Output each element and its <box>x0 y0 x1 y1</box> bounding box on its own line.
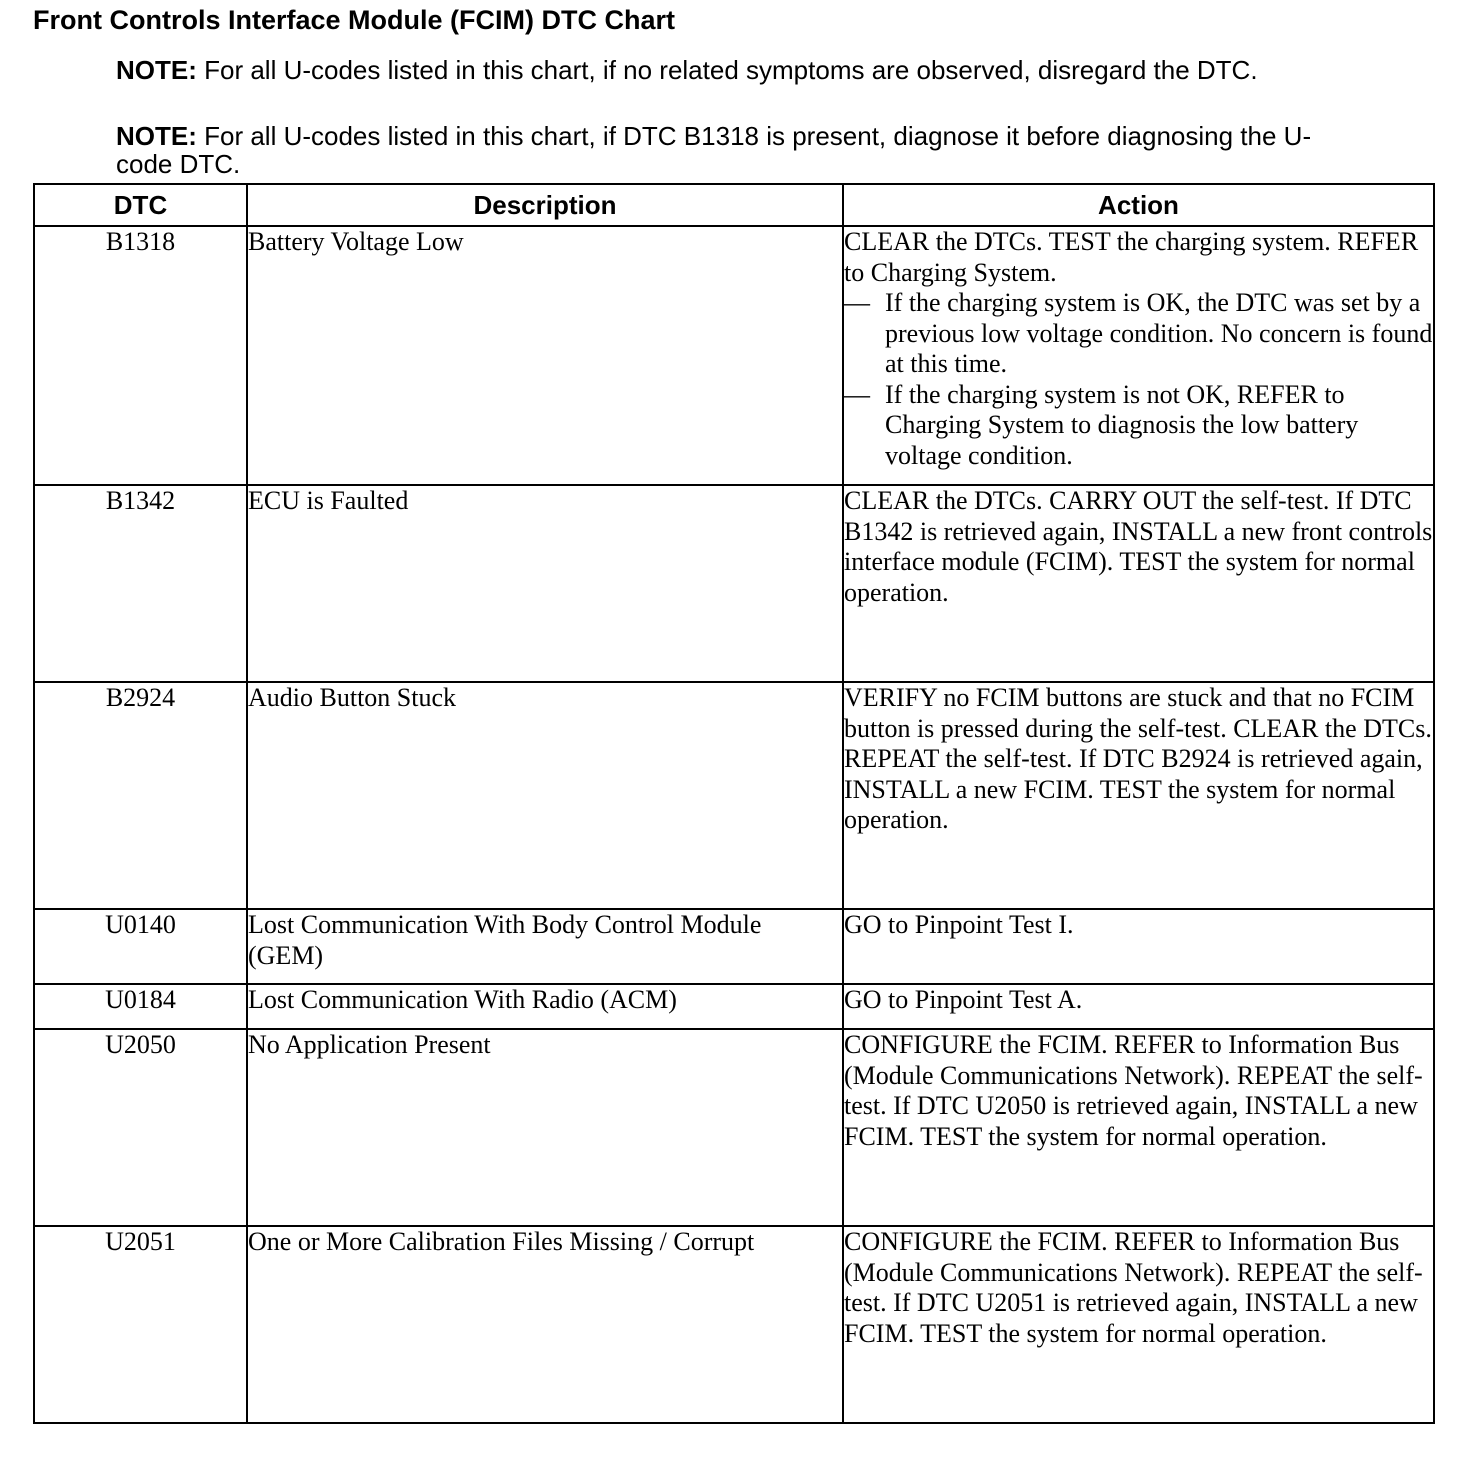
dtc-code: U2051 <box>34 1226 247 1423</box>
note-b1318 <box>116 122 1316 178</box>
dtc-code: U0140 <box>34 909 247 984</box>
dtc-code: B1318 <box>34 226 247 485</box>
note-text: For all U-codes listed in this chart, if DTC B1318 is present, diagnose it before diagnosing the U-code DTC. <box>116 121 1312 179</box>
dtc-table <box>33 183 1435 1424</box>
dtc-action: CONFIGURE the FCIM. REFER to Information Bus (Module Communications Network). REPEAT the self-test. If DTC U2051 is retrieved again, INSTALL a new FCIM. TEST the system for normal operation. <box>843 1226 1434 1423</box>
dtc-description: Audio Button Stuck <box>247 682 843 909</box>
dtc-description: No Application Present <box>247 1029 843 1226</box>
dtc-description: ECU is Faulted <box>247 485 843 682</box>
dtc-action: GO to Pinpoint Test I. <box>843 909 1434 984</box>
dtc-code: B2924 <box>34 682 247 909</box>
dtc-description: Battery Voltage Low <box>247 226 843 485</box>
dtc-code: U0184 <box>34 984 247 1029</box>
header-action: Action <box>843 184 1434 226</box>
header-description: Description <box>247 184 843 226</box>
table-row <box>34 226 1434 485</box>
header-dtc: DTC <box>34 184 247 226</box>
action-subitem: — If the charging system is not OK, REFER to Charging System to diagnosis the low battery voltage condition. <box>844 379 1359 470</box>
note-label: NOTE: <box>116 55 197 85</box>
table-row <box>34 984 1434 1029</box>
dtc-action <box>843 226 1434 485</box>
table-row <box>34 909 1434 984</box>
table-row <box>34 1226 1434 1423</box>
table-header-row <box>34 184 1434 226</box>
table-row <box>34 485 1434 682</box>
note-text: For all U-codes listed in this chart, if no related symptoms are observed, disregard the DTC. <box>196 55 1258 85</box>
dtc-description: Lost Communication With Radio (ACM) <box>247 984 843 1029</box>
action-subitem-text: If the charging system is OK, the DTC was set by a previous low voltage condition. No concern is found at this time. <box>885 288 1433 378</box>
dtc-code: U2050 <box>34 1029 247 1226</box>
note-label: NOTE: <box>116 121 197 151</box>
note-symptoms <box>116 56 1316 84</box>
dtc-code: B1342 <box>34 485 247 682</box>
table-row <box>34 682 1434 909</box>
page-title: Front Controls Interface Module (FCIM) DTC Chart <box>33 5 675 35</box>
dtc-action: CONFIGURE the FCIM. REFER to Information Bus (Module Communications Network). REPEAT the self-test. If DTC U2050 is retrieved again, INSTALL a new FCIM. TEST the system for normal operation. <box>843 1029 1434 1226</box>
dtc-action: CLEAR the DTCs. CARRY OUT the self-test. If DTC B1342 is retrieved again, INSTALL a new front controls interface module (FCIM). TEST the system for normal operation. <box>843 485 1434 682</box>
dtc-action: VERIFY no FCIM buttons are stuck and that no FCIM button is pressed during the self-test. CLEAR the DTCs. REPEAT the self-test. If DTC B2924 is retrieved again, INSTALL a new FCIM. TEST the system for normal operation. <box>843 682 1434 909</box>
action-text: CLEAR the DTCs. TEST the charging system. REFER to Charging System. <box>844 227 1419 287</box>
action-subitem-text: If the charging system is not OK, REFER to Charging System to diagnosis the low battery voltage condition. <box>885 379 1359 470</box>
table-row <box>34 1029 1434 1226</box>
dtc-description: One or More Calibration Files Missing / Corrupt <box>247 1226 843 1423</box>
dtc-description: Lost Communication With Body Control Module (GEM) <box>247 909 843 984</box>
action-subitem: — If the charging system is OK, the DTC was set by a previous low voltage condition. No concern is found at this time. <box>844 288 1433 378</box>
dtc-action: GO to Pinpoint Test A. <box>843 984 1434 1029</box>
